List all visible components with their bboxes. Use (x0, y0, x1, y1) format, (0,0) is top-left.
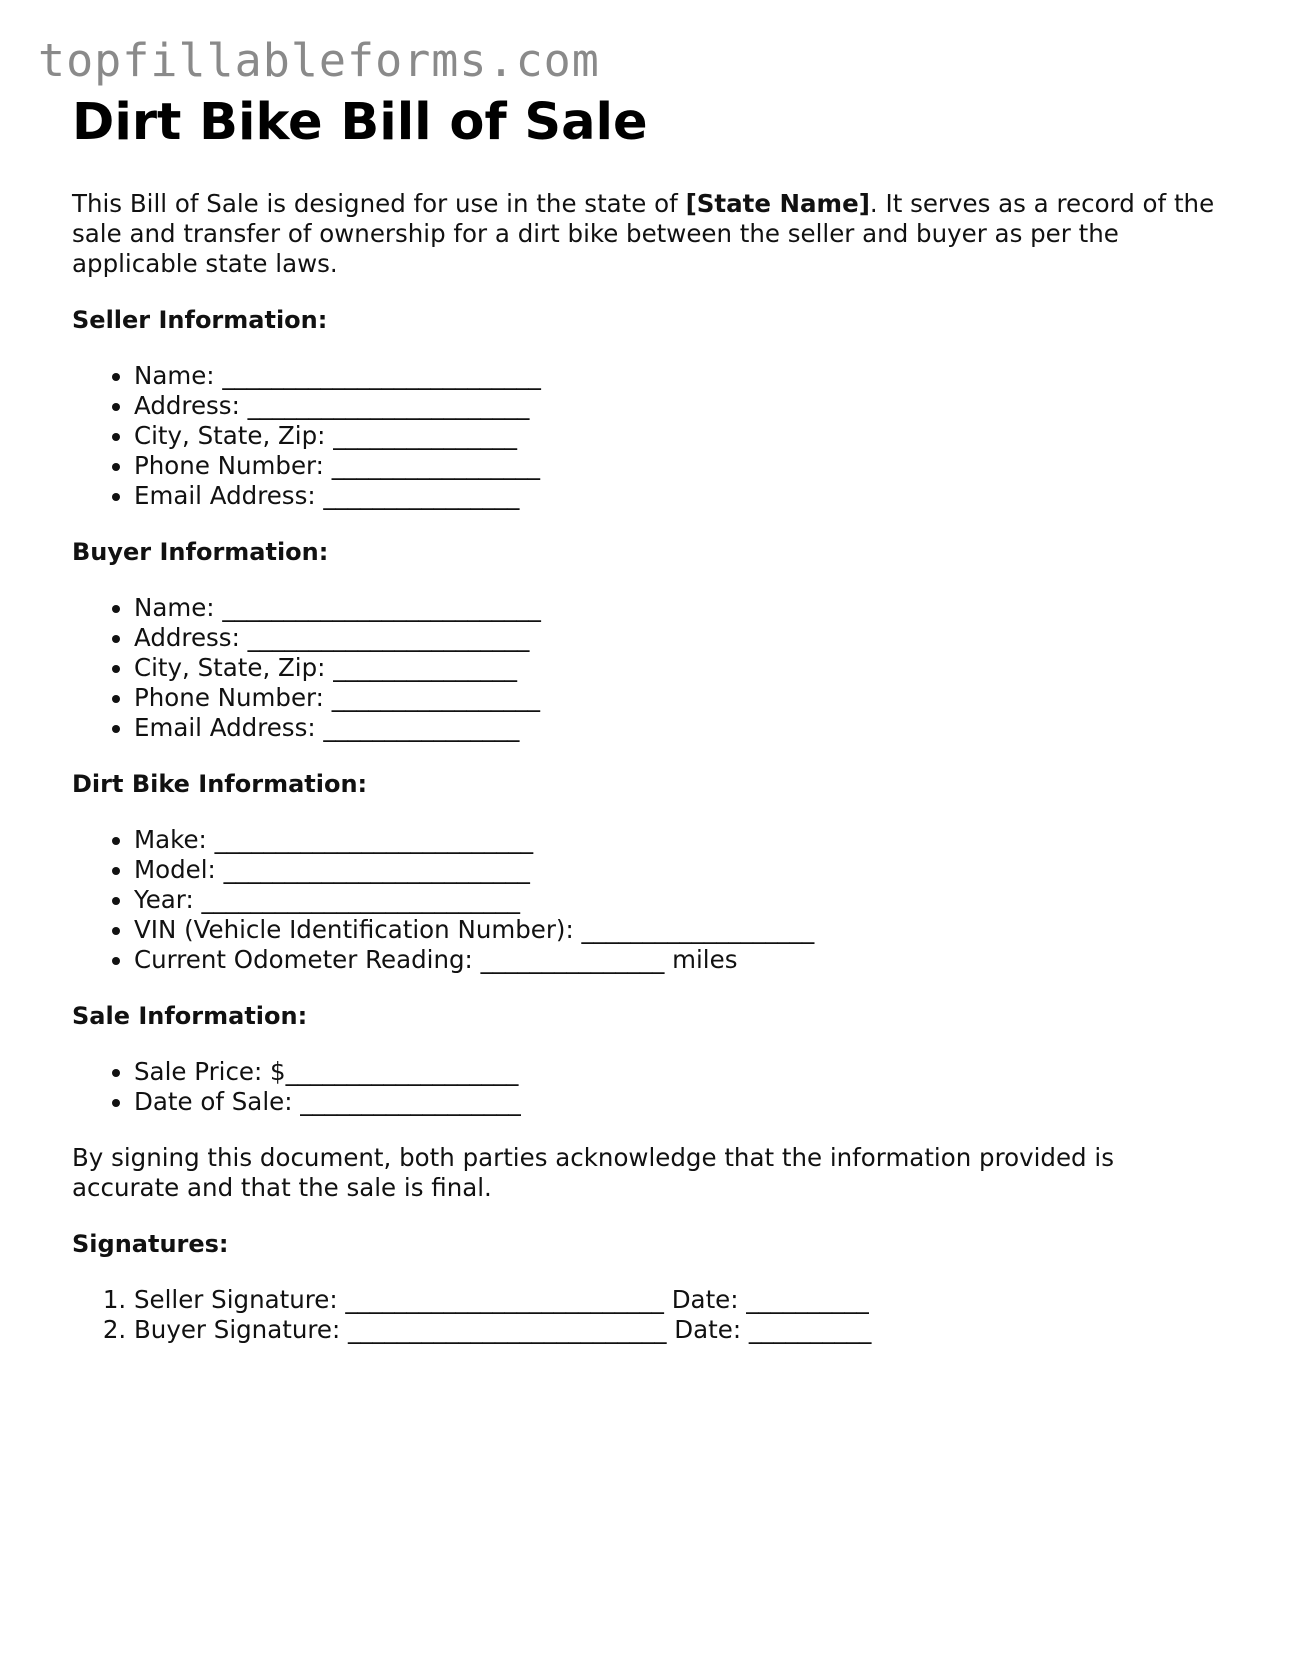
document-title: Dirt Bike Bill of Sale (72, 93, 648, 152)
intro-text-before: This Bill of Sale is designed for use in the state of (72, 189, 686, 219)
sale-heading: Sale Information: (72, 1002, 308, 1031)
buyer-name-field[interactable]: • Name: __________________________ (134, 593, 1222, 623)
buyer-city-state-zip-field[interactable]: • City, State, Zip: _______________ (134, 653, 1222, 683)
buyer-fields (72, 593, 1222, 743)
signature-fields (72, 1285, 1222, 1345)
bike-heading: Dirt Bike Information: (72, 770, 368, 799)
seller-fields (72, 361, 1222, 511)
seller-signature-field[interactable]: 1. Seller Signature: __________________________ Date: __________ (134, 1285, 1222, 1315)
seller-name-field[interactable]: • Name: __________________________ (134, 361, 1222, 391)
seller-address-field[interactable]: • Address: _______________________ (134, 391, 1222, 421)
seller-heading: Seller Information: (72, 306, 328, 335)
acknowledgement-paragraph: By signing this document, both parties acknowledge that the information provided is accurate and that the sale is final. (72, 1143, 1114, 1203)
sale-fields (72, 1057, 1222, 1117)
document-body (72, 92, 1222, 1345)
signatures-heading: Signatures: (72, 1230, 229, 1259)
buyer-phone-field[interactable]: • Phone Number: _________________ (134, 683, 1222, 713)
buyer-email-field[interactable]: • Email Address: ________________ (134, 713, 1222, 743)
sale-price-field[interactable]: • Sale Price: $___________________ (134, 1057, 1222, 1087)
bike-model-field[interactable]: • Model: _________________________ (134, 855, 1222, 885)
state-name-placeholder: [State Name] (685, 189, 870, 219)
intro-text-after: . It serves as a record of the sale and transfer of ownership for a dirt bike between the seller and buyer as per the applicable state laws. (72, 189, 1215, 279)
seller-email-field[interactable]: • Email Address: ________________ (134, 481, 1222, 511)
bike-year-field[interactable]: • Year: __________________________ (134, 885, 1222, 915)
sale-date-field[interactable]: • Date of Sale: __________________ (134, 1087, 1222, 1117)
buyer-address-field[interactable]: • Address: _______________________ (134, 623, 1222, 653)
bike-fields (72, 825, 1222, 975)
buyer-heading: Buyer Information: (72, 538, 329, 567)
bike-make-field[interactable]: • Make: __________________________ (134, 825, 1222, 855)
seller-city-state-zip-field[interactable]: • City, State, Zip: _______________ (134, 421, 1222, 451)
bike-vin-field[interactable]: • VIN (Vehicle Identification Number): ___________________ (134, 915, 1222, 945)
buyer-signature-field[interactable]: 2. Buyer Signature: __________________________ Date: __________ (134, 1315, 1222, 1345)
seller-phone-field[interactable]: • Phone Number: _________________ (134, 451, 1222, 481)
watermark-logo: topfillableforms.com (38, 34, 600, 87)
intro-paragraph (72, 189, 1222, 279)
bike-odometer-field[interactable]: • Current Odometer Reading: _______________ miles (134, 945, 1222, 975)
